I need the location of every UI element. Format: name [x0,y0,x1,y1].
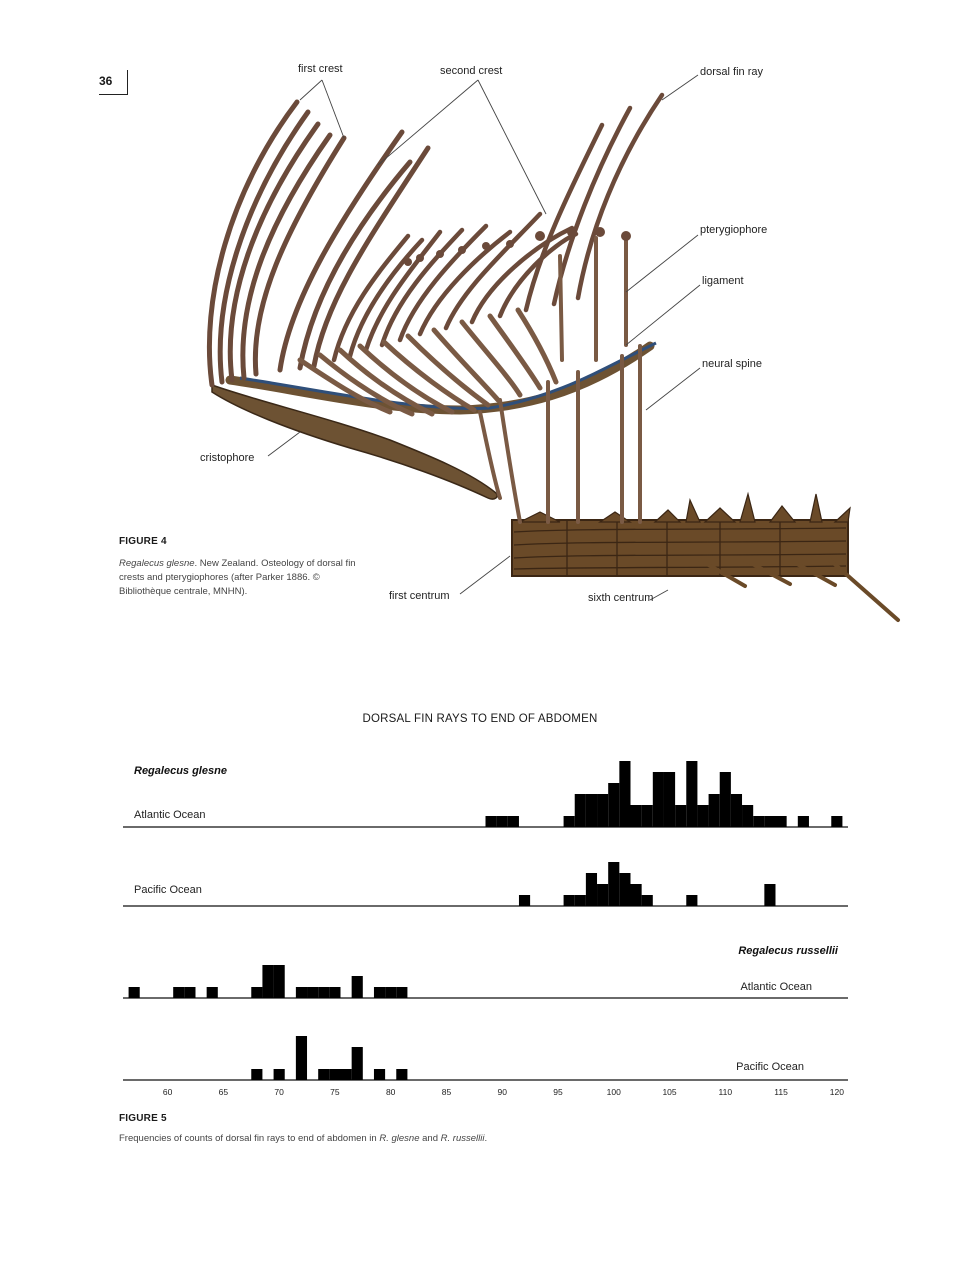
x-tick-label: 100 [606,1087,621,1097]
bar [597,794,608,827]
label-sixth-centrum: sixth centrum [588,592,654,604]
bar [519,895,530,906]
bar [274,965,285,998]
figure5-caption-mid: and [419,1133,441,1144]
bar [352,976,363,998]
bar [575,895,586,906]
bar [731,794,742,827]
x-tick-label: 90 [497,1087,507,1097]
x-tick-label: 75 [330,1087,340,1097]
bar [631,884,642,906]
bar [486,816,497,827]
label-pterygiophore: pterygiophore [700,224,768,236]
label-dorsal-fin-ray: dorsal fin ray [700,66,763,78]
chart-title: DORSAL FIN RAYS TO END OF ABDOMEN [362,713,598,725]
bar [564,895,575,906]
x-tick-label: 105 [662,1087,677,1097]
bar [608,862,619,906]
label-first-crest: first crest [298,63,343,75]
bar [396,1069,407,1080]
bar [586,794,597,827]
bar [352,1047,363,1080]
bar [207,987,218,998]
bar [564,816,575,827]
label-second-crest: second crest [440,65,503,77]
bar [385,987,396,998]
bar [586,873,597,906]
figure4-title: FIGURE 4 [119,536,167,547]
x-tick-label: 60 [162,1087,173,1097]
bar [697,805,708,827]
bar [296,987,307,998]
series-label: Pacific Ocean [736,1061,804,1073]
bar [631,805,642,827]
x-tick-label: 70 [274,1087,284,1097]
x-tick-label: 85 [441,1087,452,1097]
bar [262,965,273,998]
bar [619,873,630,906]
bar [251,987,262,998]
bar [184,987,195,998]
species-label: Regalecus russellii [738,945,838,957]
figure5-caption-species2: R. russellii [440,1133,485,1144]
bar [776,816,787,827]
bar [508,816,519,827]
bar [619,761,630,827]
label-cristophore: cristophore [200,452,255,464]
bar [642,805,653,827]
bar [396,987,407,998]
bar [341,1069,352,1080]
figure5-caption-post: . [484,1133,488,1144]
figure5-caption-species1: R. glesne [379,1133,420,1144]
series-label: Atlantic Ocean [740,981,812,993]
bar [329,987,340,998]
figure4-caption-text: . New Zealand. Osteology of dorsal fin crests and pterygiophores (after Parker 1886. © Bibliothèque centrale, MNHN). [119,558,356,597]
series-label: Pacific Ocean [134,884,202,896]
x-tick-label: 65 [218,1087,229,1097]
x-tick-label: 95 [553,1087,563,1097]
bar [764,816,775,827]
bar [831,816,842,827]
bar [296,1036,307,1080]
bar [675,805,686,827]
bar [251,1069,262,1080]
bar [709,794,720,827]
bar [686,895,697,906]
figure5-title: FIGURE 5 [119,1113,167,1124]
bar [129,987,140,998]
bar [653,772,664,827]
bar [329,1069,340,1080]
bar [664,772,675,827]
page-number: 36 [99,74,113,88]
bar [597,884,608,906]
bar [318,987,329,998]
bar [608,783,619,827]
bar [686,761,697,827]
bar [374,1069,385,1080]
figure4-caption-species: Regalecus glesne [119,558,195,569]
figure5-caption-pre: Frequencies of counts of dorsal fin rays to end of abdomen in [119,1133,380,1144]
bar [374,987,385,998]
bar [764,884,775,906]
label-ligament: ligament [702,275,744,287]
bar [173,987,184,998]
species-label: Regalecus glesne [134,765,227,777]
bar [575,794,586,827]
label-first-centrum: first centrum [389,590,450,602]
figure5-caption [119,1133,487,1144]
bar [642,895,653,906]
bar [753,816,764,827]
label-neural-spine: neural spine [702,358,762,370]
bar [742,805,753,827]
series-label: Atlantic Ocean [134,809,206,821]
x-tick-label: 115 [774,1087,788,1097]
x-tick-label: 120 [829,1087,844,1097]
bar [307,987,318,998]
bar [798,816,809,827]
bar [720,772,731,827]
bar [318,1069,329,1080]
bar [497,816,508,827]
bar [274,1069,285,1080]
x-tick-label: 80 [385,1087,396,1097]
x-tick-label: 110 [718,1087,733,1097]
